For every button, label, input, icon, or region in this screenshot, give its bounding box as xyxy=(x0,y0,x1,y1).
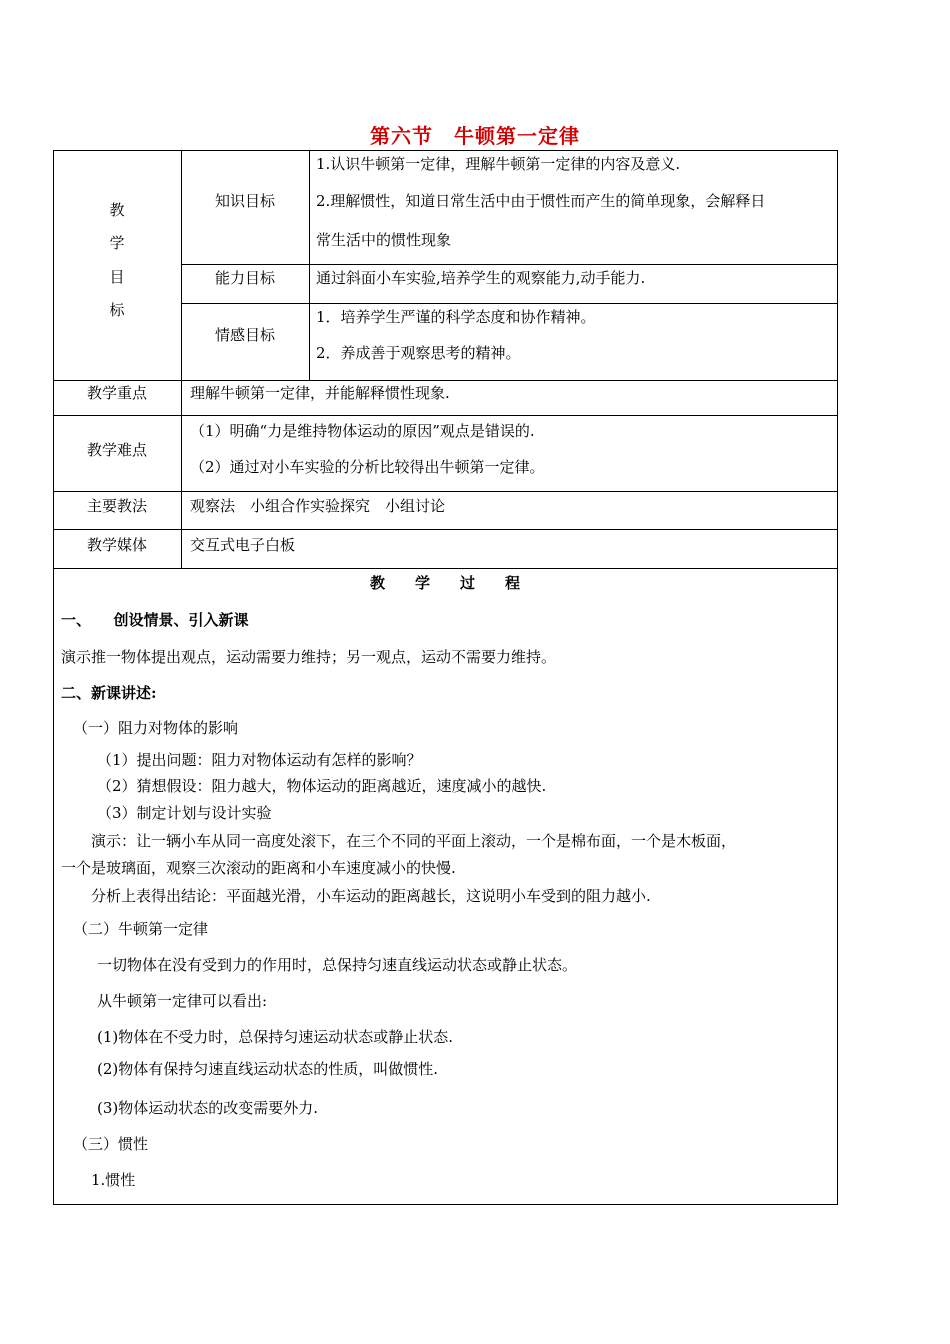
objectives-label-char: 目 xyxy=(109,268,125,286)
media-label: 教学媒体 xyxy=(86,536,147,554)
section-title: 二、新课讲述: xyxy=(61,684,157,702)
paragraph: 分析上表得出结论：平面越光滑，小车运动的距离越长，这说明小车受到的阻力越小. xyxy=(91,887,651,905)
emotion-objective-line: 2．养成善于观察思考的精神。 xyxy=(316,344,521,362)
row-divider xyxy=(53,529,837,530)
difficulty-line: （1）明确“力是维持物体运动的原因”观点是错误的. xyxy=(190,422,535,440)
paragraph: 一切物体在没有受到力的作用时，总保持匀速直线运动状态或静止状态。 xyxy=(97,956,578,974)
list-item: (1)物体在不受力时，总保持匀速运动状态或静止状态. xyxy=(97,1028,454,1046)
section-title: 一、 创设情景、引入新课 xyxy=(61,611,249,629)
subsection-title: （一）阻力对物体的影响 xyxy=(73,719,239,737)
page-title: 第六节 牛顿第一定律 xyxy=(370,124,580,148)
row-divider xyxy=(53,380,837,381)
objectives-label-char: 学 xyxy=(109,234,125,252)
focus-text: 理解牛顿第一定律，并能解释惯性现象. xyxy=(190,384,450,402)
list-item: (3)物体运动状态的改变需要外力. xyxy=(97,1099,319,1117)
ability-objective-text: 通过斜面小车实验,培养学生的观察能力,动手能力. xyxy=(316,269,646,287)
row-divider xyxy=(53,415,837,416)
row-divider xyxy=(53,568,837,569)
table-border-bottom xyxy=(53,1204,838,1205)
difficulty-label: 教学难点 xyxy=(86,441,147,459)
process-heading: 教 学 过 程 xyxy=(369,574,520,592)
list-item: (2)物体有保持匀速直线运动状态的性质，叫做惯性. xyxy=(97,1060,439,1078)
difficulty-line: （2）通过对小车实验的分析比较得出牛顿第一定律。 xyxy=(190,458,545,476)
col-divider-1 xyxy=(181,150,182,568)
methods-label: 主要教法 xyxy=(86,497,147,515)
list-item: 1.惯性 xyxy=(91,1171,136,1189)
paragraph: 从牛顿第一定律可以看出: xyxy=(97,992,268,1010)
row-divider xyxy=(181,264,837,265)
list-item: （1）提出问题：阻力对物体运动有怎样的影响？ xyxy=(97,751,422,769)
methods-text: 观察法 小组合作实验探究 小组讨论 xyxy=(190,497,446,515)
paragraph: 演示推一物体提出观点，运动需要力维持；另一观点，运动不需要力维持。 xyxy=(61,648,557,666)
subsection-title: （二）牛顿第一定律 xyxy=(73,920,209,938)
knowledge-objective-label: 知识目标 xyxy=(214,192,275,210)
row-divider xyxy=(53,491,837,492)
list-item: （3）制定计划与设计实验 xyxy=(97,804,272,822)
objectives-label-char: 教 xyxy=(109,201,125,219)
table-border-top xyxy=(53,150,838,151)
objectives-label-char: 标 xyxy=(109,301,125,319)
ability-objective-label: 能力目标 xyxy=(214,269,275,287)
focus-label: 教学重点 xyxy=(86,384,147,402)
paragraph: 演示：让一辆小车从同一高度处滚下，在三个不同的平面上滚动，一个是棉布面，一个是木板面， xyxy=(91,832,737,850)
emotion-objective-label: 情感目标 xyxy=(214,326,275,344)
list-item: （2）猜想假设：阻力越大，物体运动的距离越近，速度减小的越快. xyxy=(97,777,547,795)
knowledge-objective-line: 1.认识牛顿第一定律，理解牛顿第一定律的内容及意义. xyxy=(316,155,681,173)
col-divider-2 xyxy=(309,150,310,380)
subsection-title: （三）惯性 xyxy=(73,1135,149,1153)
emotion-objective-line: 1．培养学生严谨的科学态度和协作精神。 xyxy=(316,308,596,326)
knowledge-objective-line: 2.理解惯性，知道日常生活中由于惯性而产生的简单现象，会解释日 xyxy=(316,192,766,210)
row-divider xyxy=(181,303,837,304)
paragraph: 一个是玻璃面，观察三次滚动的距离和小车速度减小的快慢. xyxy=(61,859,456,877)
media-text: 交互式电子白板 xyxy=(190,536,296,554)
knowledge-objective-line: 常生活中的惯性现象 xyxy=(316,231,452,249)
table-border-right xyxy=(837,150,838,1205)
